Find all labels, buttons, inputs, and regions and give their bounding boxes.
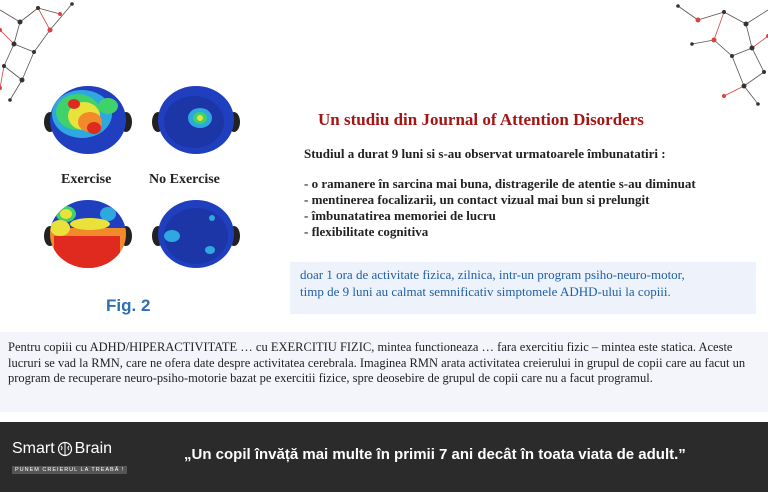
footer-quote: „Un copil învăță mai multe în primii 7 ani decât în toata viata de adult.” [184,446,686,463]
highlight-box [290,262,756,314]
logo-tagline: PUNEM CREIERUL LA TREABĂ ! [12,466,127,474]
study-title: Un studiu din Journal of Attention Disorders [318,110,644,129]
figure-label: Fig. 2 [106,296,151,315]
brain-scan-exercise-top [44,82,132,160]
smartbrain-logo [12,440,162,476]
caption-exercise: Exercise [61,172,112,187]
study-section [304,110,744,240]
list-item: - îmbunatatirea memoriei de lucru [304,208,496,223]
highlight-line: doar 1 ora de activitate fizica, zilnica, intr-un program psiho-neuro-motor, [300,267,685,282]
brain-scans-figure [40,78,255,298]
brain-scan-no-exercise-back [152,194,240,272]
study-intro: Studiul a durat 9 luni si s-au observat urmatoarele îmbunatatiri : [304,146,666,161]
caption-no-exercise: No Exercise [149,172,220,187]
explanation-paragraph: Pentru copiii cu ADHD/HIPERACTIVITATE … cu EXERCITIU FIZIC, mintea functioneaza … fara exercitiu fizic – mintea este statica. Aceste lucruri se vad la RMN, care ne ofera date despre activitatea cerebrala. Imaginea RMN arata activitatea creierului in grupul de copii care au facut un program de recuperare neuro-psiho-motorie bazat pe exercitii fizice, spre deosebire de grupul de copii care nu a facut programul. [0,332,768,412]
logo-text-smart: Smart [12,440,55,457]
list-item: - o ramanere în sarcina mai buna, distragerile de atentie s-au diminuat [304,176,696,191]
list-item: - flexibilitate cognitiva [304,224,429,239]
list-item: - mentinerea focalizarii, un contact vizual mai bun si prelungit [304,192,650,207]
brain-scan-exercise-back [44,194,132,272]
findings-list [304,176,744,240]
logo-text-brain: Brain [74,440,113,457]
brain-scan-no-exercise-top [152,82,240,160]
brain-icon [57,441,73,457]
network-decoration-right [628,0,768,110]
highlight-line: timp de 9 luni au calmat semnificativ simptomele ADHD-ului la copiii. [300,284,671,299]
